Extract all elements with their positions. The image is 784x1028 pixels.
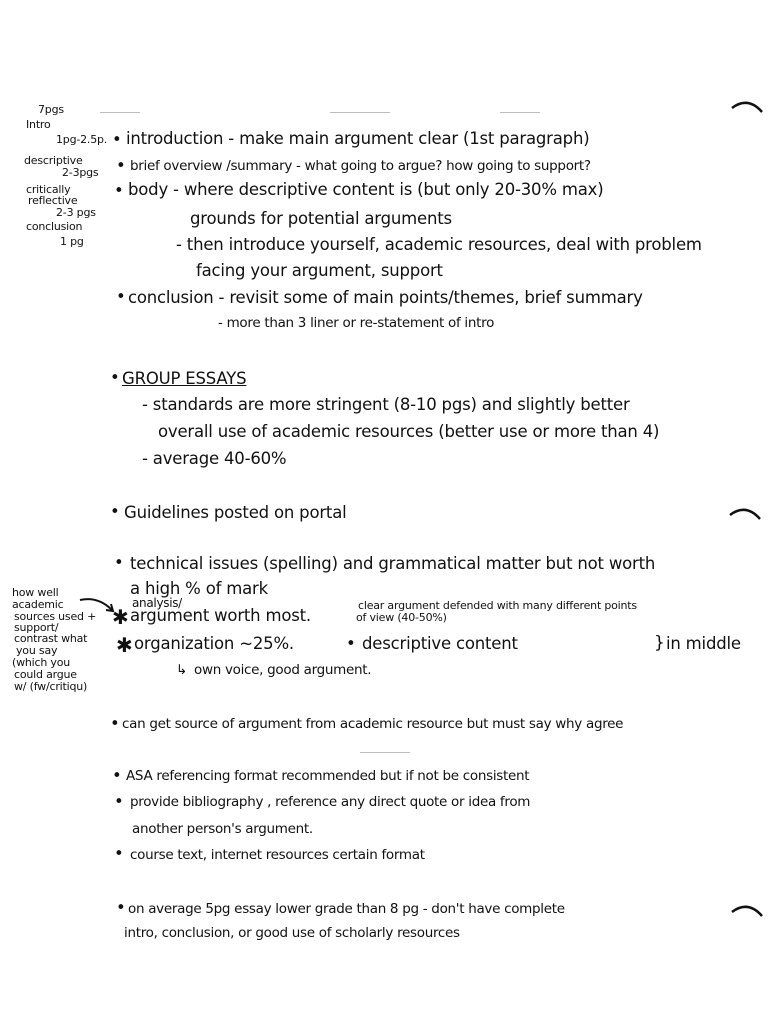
group-essays-heading: GROUP ESSAYS [122,369,247,388]
bibliography-line-2: another person's argument. [132,821,313,837]
page-curl-icon [730,96,766,116]
argument-line: argument worth most. [130,606,311,625]
conclusion-sub-line: - more than 3 liner or re-statement of intro [218,315,495,331]
body-line: body - where descriptive content is (but only 20-30% max) [128,180,604,199]
margin-descriptive: descriptive [24,154,83,167]
argument-note-line-1: clear argument defended with many different points [358,599,637,612]
bullet: • [114,181,124,200]
organization-line: organization ~25%. [134,634,294,653]
overview-line: brief overview /summary - what going to argue? how going to support? [130,158,591,174]
scan-mark [100,112,140,113]
margin-intro: Intro [26,118,51,131]
own-voice-line: own voice, good argument. [194,662,372,678]
brace-mark: } [654,633,665,653]
bullet: • [116,287,126,306]
average-line: - average 40-60% [142,449,287,468]
guidelines-line: Guidelines posted on portal [124,503,347,522]
page-curl-icon [730,900,766,920]
conclusion-line: conclusion - revisit some of main points/themes, brief summary [128,288,643,307]
bullet: • [114,844,124,863]
how-well-line: w/ (fw/critiqu) [14,680,88,693]
star-icon: ✱ [112,605,129,629]
margin-descriptive-pages: 2-3pgs [62,166,99,179]
margin-reflective: reflective [28,194,78,207]
bullet: • [346,634,356,653]
margin-pages: 7pgs [38,103,64,116]
bullet: • [110,368,120,387]
bullet: • [114,792,124,811]
scan-mark [330,112,390,113]
margin-critically: critically [26,183,71,196]
bullet: • [110,714,120,733]
standards-line-1: - standards are more stringent (8-10 pgs) and slightly better [142,395,630,414]
average-note-line-1: on average 5pg essay lower grade than 8 pg - don't have complete [128,901,565,917]
introduce-line-1: - then introduce yourself, academic resources, deal with problem [176,235,702,254]
bullet: • [112,766,122,785]
bullet: • [114,553,124,572]
grounds-line: grounds for potential arguments [190,209,452,228]
scan-mark [500,112,540,113]
page-curl-icon [728,503,764,523]
how-well-line: you say [16,644,58,657]
bullet: • [110,502,120,521]
how-well-line: how well [12,586,59,599]
technical-line-2: a high % of mark [130,579,268,598]
technical-line-1: technical issues (spelling) and grammatical matter but not worth [130,554,656,573]
star-icon: ✱ [116,633,133,657]
source-line: can get source of argument from academic resource but must say why agree [122,716,624,732]
arrow-icon: ↳ [176,662,188,678]
bibliography-line-1: provide bibliography , reference any direct quote or idea from [130,794,531,810]
standards-line-2: overall use of academic resources (better use or more than 4) [158,422,660,441]
how-well-line: (which you [12,656,71,669]
analysis-label: analysis/ [132,596,182,610]
bullet: • [116,156,126,175]
bullet: • [116,898,126,917]
average-note-line-2: intro, conclusion, or good use of scholarly resources [124,925,460,941]
bullet: • [112,130,122,149]
introduction-line: introduction - make main argument clear (1st paragraph) [126,129,590,148]
argument-note-line-2: of view (40-50%) [356,611,447,624]
how-well-line: academic [12,598,64,611]
margin-conclusion-pages: 1 pg [60,235,84,248]
course-text-line: course text, internet resources certain format [130,847,425,863]
how-well-line: contrast what [14,632,88,645]
in-middle-label: in middle [666,634,741,653]
margin-conclusion: conclusion [26,220,83,233]
asa-line: ASA referencing format recommended but if not be consistent [126,768,530,784]
introduce-line-2: facing your argument, support [196,261,443,280]
scan-mark [360,752,410,753]
how-well-line: could argue [14,668,77,681]
margin-intro-pages: 1pg-2.5p. [56,133,108,146]
how-well-line: support/ [14,621,59,634]
how-well-line: sources used + [14,610,97,623]
margin-critically-pages: 2-3 pgs [56,206,96,219]
descriptive-content-line: descriptive content [362,634,518,653]
